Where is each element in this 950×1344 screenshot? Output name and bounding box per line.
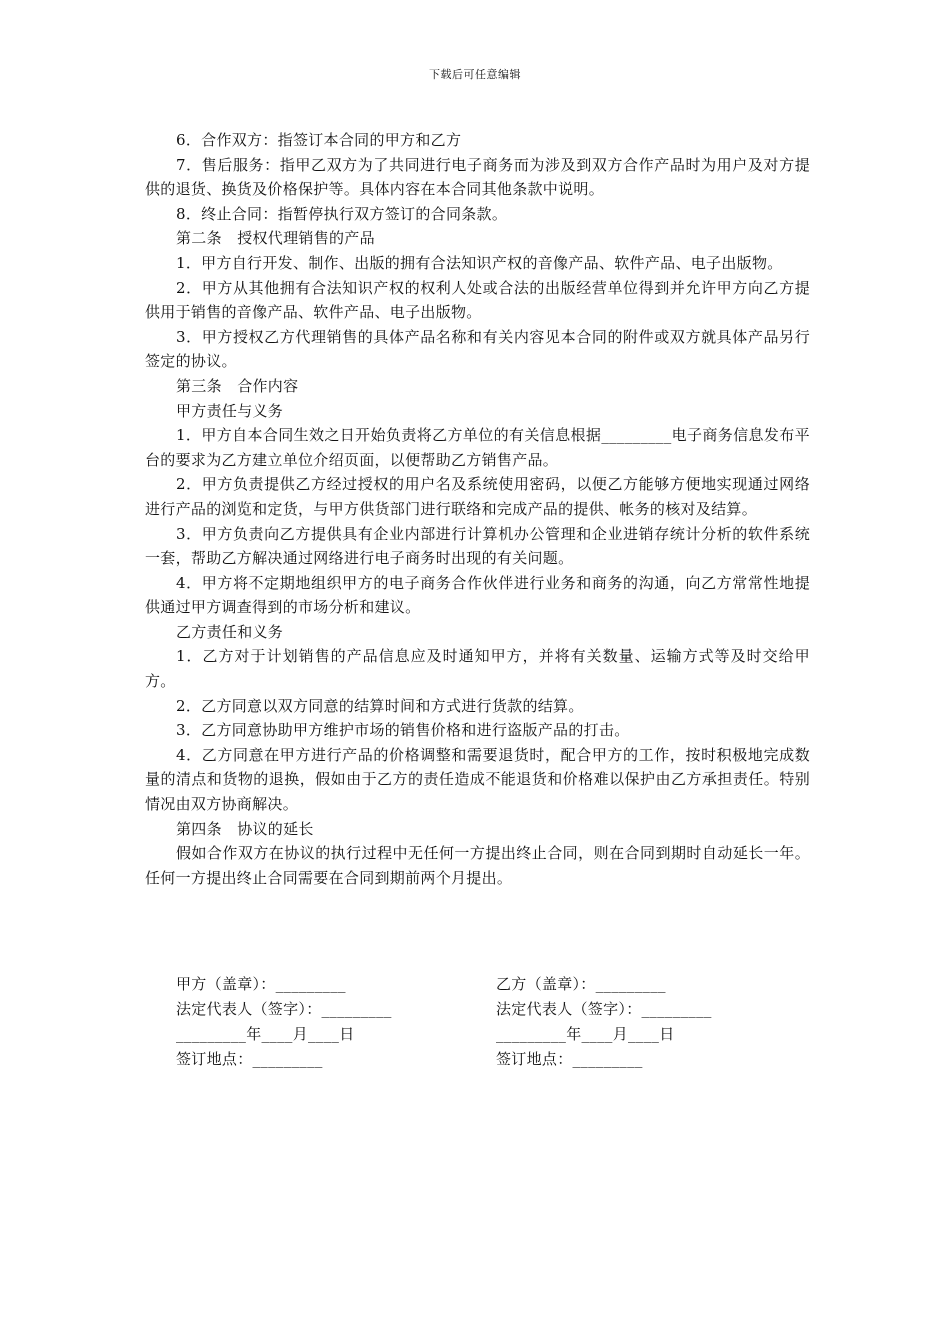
signature-row-date: [176, 1022, 816, 1047]
subsection-heading: 甲方责任与义务: [176, 401, 284, 420]
page-header: 下载后可任意编辑: [429, 68, 521, 81]
paragraph: 4．甲方将不定期地组织甲方的电子商务合作伙伴进行业务和商务的沟通，向乙方常常性地提供通过甲方调查得到的市场分析和建议。: [145, 573, 810, 617]
paragraph: 3．甲方负责向乙方提供具有企业内部进行计算机办公管理和企业进销存统计分析的软件系统一套，帮助乙方解决通过网络进行电子商务时出现的有关问题。: [145, 524, 810, 568]
section-heading: 第三条 合作内容: [176, 376, 299, 395]
paragraph: 2．甲方负责提供乙方经过授权的用户名及系统使用密码，以便乙方能够方便地实现通过网络进行产品的浏览和定货，与甲方供货部门进行联络和完成产品的提供、帐务的核对及结算。: [145, 475, 810, 518]
paragraph: 3．乙方同意协助甲方维护市场的销售价格和进行盗版产品的打击。: [176, 721, 630, 740]
paragraph: 2．甲方从其他拥有合法知识产权的权利人处或合法的出版经营单位得到并允许甲方向乙方提供用于销售的音像产品、软件产品、电子出版物。: [145, 278, 810, 322]
paragraph: 1．甲方自本合同生效之日开始负责将乙方单位的有关信息根据_________电子商务信息发布平台的要求为乙方建立单位介绍页面，以便帮助乙方销售产品。: [145, 426, 810, 469]
signature-row-rep: [176, 997, 816, 1022]
party-a-place: 签订地点：_________: [176, 1050, 323, 1068]
party-b-representative: 法定代表人（签字）：_________: [496, 1000, 712, 1018]
paragraph: 2．乙方同意以双方同意的结算时间和方式进行货款的结算。: [176, 696, 584, 715]
paragraph: 7．售后服务：指甲乙双方为了共同进行电子商务而为涉及到双方合作产品时为用户及对方提供的退货、换货及价格保护等。具体内容在本合同其他条款中说明。: [145, 155, 810, 199]
party-a-date: _________年____月____日: [176, 1025, 355, 1043]
paragraph: 1．乙方对于计划销售的产品信息应及时通知甲方，并将有关数量、运输方式等及时交给甲方。: [145, 647, 810, 691]
signature-row-seal: [176, 972, 816, 997]
party-b-place: 签订地点：_________: [496, 1050, 643, 1068]
signature-block: [176, 972, 816, 1072]
paragraph: 1．甲方自行开发、制作、出版的拥有合法知识产权的音像产品、软件产品、电子出版物。: [176, 253, 783, 272]
party-a-representative: 法定代表人（签字）：_________: [176, 1000, 392, 1018]
contract-body: [145, 128, 810, 890]
party-b-date: _________年____月____日: [496, 1025, 675, 1043]
paragraph: 假如合作双方在协议的执行过程中无任何一方提出终止合同，则在合同到期时自动延长一年。任何一方提出终止合同需要在合同到期前两个月提出。: [145, 844, 810, 887]
paragraph: 8．终止合同：指暂停执行双方签订的合同条款。: [176, 204, 508, 223]
paragraph: 4．乙方同意在甲方进行产品的价格调整和需要退货时，配合甲方的工作，按时积极地完成数量的清点和货物的退换，假如由于乙方的责任造成不能退货和价格难以保护由乙方承担责任。特别情况由双方协商解决。: [145, 745, 810, 814]
paragraph: 6．合作双方：指签订本合同的甲方和乙方: [176, 131, 462, 149]
subsection-heading: 乙方责任和义务: [176, 622, 284, 641]
signature-row-place: [176, 1047, 816, 1072]
section-heading: 第二条 授权代理销售的产品: [176, 229, 375, 248]
paragraph: 3．甲方授权乙方代理销售的具体产品名称和有关内容见本合同的附件或双方就具体产品另行签定的协议。: [145, 327, 810, 371]
section-heading: 第四条 协议的延长: [176, 819, 314, 838]
party-a-seal: 甲方（盖章）：_________: [176, 975, 346, 993]
party-b-seal: 乙方（盖章）：_________: [496, 975, 666, 993]
